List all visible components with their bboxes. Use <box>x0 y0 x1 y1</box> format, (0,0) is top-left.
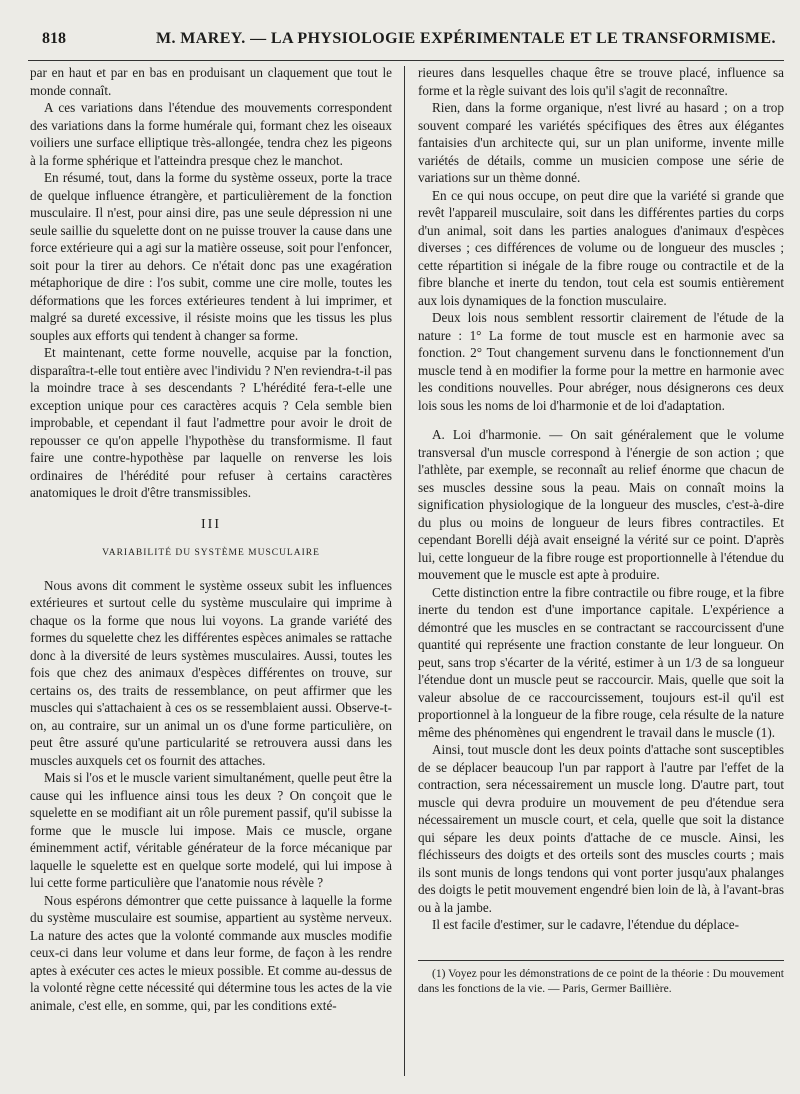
paragraph: Et maintenant, cette forme nouvelle, acquise par la fonction, disparaîtra-t-elle tout entière avec l'individu ? N'en reviendra-t-il pas la moindre trace à ses descendants ? L'hérédité fera-t-elle une exception unique pour ces caractères acquis ? Cela semble bien improbable, et cependant il faut l'admettre pour avoir le droit de repousser ce qu'on appelle l'hypothèse du transformisme. Il faut faire une contre-hypothèse par laquelle on renverse les lois ordinaires de l'hérédité pour refuser à certains caractères anatomiques le droit d'être transmissibles. <box>30 345 392 500</box>
paragraph: Il est facile d'estimer, sur le cadavre, l'étendue du déplace- <box>432 917 740 932</box>
paragraph: A. Loi d'harmonie. — On sait généralement que le volume transversal d'un muscle correspond à l'énergie de son action ; que l'athlète, par exemple, se reconnaît au relief énorme que chacun de ses muscles dessine sous la peau. Mais on connaît moins la signification physiologique de la longueur des muscles, c'est-à-dire du plus ou moins de longueur de leurs fibres contractiles. Et cependant Borelli déjà avait enseigné la vérité sur ce point. D'après lui, cette longueur de la fibre rouge est proportionnelle à l'étendue du mouvement que le muscle est apte à produire. <box>418 427 784 582</box>
header-rule <box>28 60 784 61</box>
paragraph: En résumé, tout, dans la forme du système osseux, porte la trace de quelque influence étrangère, et particulièrement de la fonction musculaire. Il n'est, pour ainsi dire, pas une seule dépression ni une seule saillie du squelette dont on ne puisse trouver la cause dans une force extérieure qui a agi sur la matière osseuse, soit pour l'enfoncer, soit pour la tirer au dehors. Ce n'était donc pas une exagération métaphorique de dire : l'os subit, comme une cire molle, toutes les déformations que les forces extérieures tendent à lui imprimer, et malgré sa dureté excessive, il résiste moins que les tissus les plus souples aux efforts qui tendent à changer sa forme. <box>30 170 392 343</box>
paragraph: Cette distinction entre la fibre contractile ou fibre rouge, et la fibre inerte du tendon est d'une importance capitale. L'expérience a démontré que les muscles en se contractant se raccourcissent d'une quantité qui représente une fraction constante de leur longueur. On peut, sans trop s'écarter de la vérité, estimer à un 1/3 de sa longueur l'étendue dont un muscle peut se raccourcir. Mais, quelle que soit la valeur absolue de ce raccourcissement, toujours est-il qu'il est proportionnel à la longueur de la fibre rouge, cela résulte de la nature même des phénomènes qui engendrent le travail dans le muscle (1). <box>418 584 784 740</box>
page-number: 818 <box>42 30 66 47</box>
paragraph: Rien, dans la forme organique, n'est livré au hasard ; on a trop souvent comparé les variétés spécifiques des êtres aux élégantes fantaisies d'un architecte qui, sur un plan uniforme, invente mille variétés de détails, comme un musicien compose une série de variations sur un thème donné. <box>418 100 784 185</box>
paragraph: Nous avons dit comment le système osseux subit les influences extérieures et surtout celle du système musculaire qui imprime à chaque os la forme que nous lui voyons. La grande variété des formes du squelette chez les différentes espèces animales se rattache donc à la diversité de leurs systèmes musculaires. Aussi, toutes les fois que chez des animaux d'espèces différentes on trouve, sur certains os, des traits de ressemblance, on peut affirmer que les muscles qui s'attachaient à ces os se ressemblaient aussi. Observe-t-on, au contraire, sur un animal un os d'une forme particulière, on peut être assuré qu'une particularité se retrouvera aussi dans les muscles auxquels cet os fournit des attaches. <box>30 577 392 768</box>
paragraph: rieures dans lesquelles chaque être se trouve placé, influence sa forme et la règle suivant des lois qu'il s'agit de reconnaître. <box>418 65 784 98</box>
spacer <box>418 414 784 426</box>
footnote-rule <box>418 960 784 961</box>
column-divider <box>404 66 405 1076</box>
footnote: (1) Voyez pour les démonstrations de ce point de la théorie : Du mouvement dans les fonctions de la vie. — Paris, Germer Baillière. <box>418 967 784 995</box>
running-title: M. MAREY. — LA PHYSIOLOGIE EXPÉRIMENTALE ET LE TRANSFORMISME. <box>156 30 776 47</box>
right-column <box>418 64 784 997</box>
paragraph: par en haut et par en bas en produisant un claquement que tout le monde connaît. <box>30 65 392 98</box>
section-title: VARIABILITÉ DU SYSTÈME MUSCULAIRE <box>102 548 320 558</box>
paragraph: Deux lois nous semblent ressortir clairement de l'étude de la nature : 1° La forme de tout muscle est en harmonie avec sa fonction. 2° Tout changement survenu dans le fonctionnement d'un muscle tend à en modifier la forme pour la mettre en harmonie avec les conditions nouvelles. Pour abréger, nous désignerons ces deux lois sous les noms de loi d'harmonie et de loi d'adaptation. <box>418 310 784 413</box>
paragraph: En ce qui nous occupe, on peut dire que la variété si grande que revêt l'appareil musculaire, soit dans les différentes parties du corps d'un animal, soit dans les parties analogues d'animaux d'espèces diverses ; ces différences de volume ou de longueur des muscles ; cette répartition si inégale de la fibre rouge ou contractile et de la fibre blanche et inerte du tendon, tout cela est soumis entièrement aux lois dynamiques de la fonction musculaire. <box>418 187 784 308</box>
paragraph: Mais si l'os et le muscle varient simultanément, quelle peut être la cause qui les influence ainsi tous les deux ? On conçoit que le squelette en se modifiant ait un rôle purement passif, qu'il subisse la forme que le muscle lui impose. Mais ce muscle, organe éminemment actif, véritable générateur de la force mécanique par laquelle le squelette est en quelque sorte modelé, qui lui impose à lui cette forme particulière que l'anatomie nous révèle ? <box>30 770 392 890</box>
paragraph: Nous espérons démontrer que cette puissance à laquelle la forme du système musculaire est soumise, appartient au système nerveux. La nature des actes que la volonté commande aux muscles modifie ceux-ci dans leur volume et dans leur forme, de façon à les rendre aptes à exécuter ces actes le mieux possible. Et comme au-dessus de la volonté règne cette nécessité qui détermine tous les actes de la vie animale, c'est elle, en somme, qui, par les conditions exté- <box>30 892 392 1013</box>
page-header <box>26 30 774 54</box>
paragraph: A ces variations dans l'étendue des mouvements correspondent des variations dans la forme humérale qui, formant chez les oiseaux voiliers une surface elliptique très-allongée, tendra chez les pigeons à la forme sphérique et l'atteindra presque chez le manchot. <box>30 100 392 168</box>
paragraph: Ainsi, tout muscle dont les deux points d'attache sont susceptibles de se déplacer beaucoup l'un par rapport à l'autre par l'effet de la contraction, sera nécessairement un muscle long. D'autre part, tout muscle qui devra produire un mouvement de peu d'étendue sera nécessairement un muscle court, et cela, quelle que soit la distance qui sépare les deux points d'attache de ce muscle. Ainsi, les fléchisseurs des doigts et des orteils sont des muscles courts ; mais ils sont munis de longs tendons qui vont porter jusqu'aux phalanges des doigts le petit mouvement engendré bien loin de là, à l'avant-bras ou à la jambe. <box>418 742 784 915</box>
section-number: III <box>201 516 221 532</box>
left-column <box>30 64 392 1014</box>
